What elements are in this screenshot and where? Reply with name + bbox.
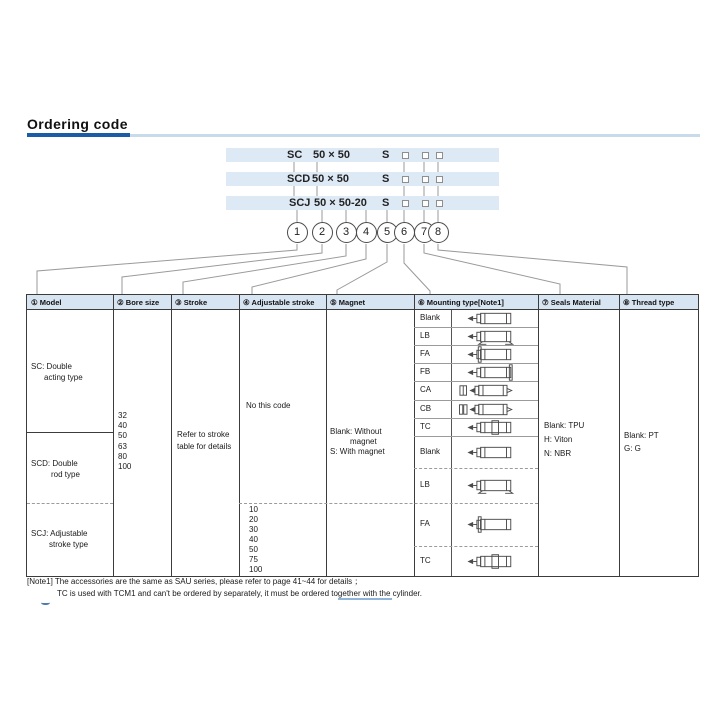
mounting-code-ca: CA <box>420 385 432 394</box>
table-grid-line <box>171 295 172 576</box>
code-model: SCJ <box>289 197 311 209</box>
magnet-option-blank: Blank: Without <box>330 427 382 436</box>
row-separator-dashed <box>414 468 538 469</box>
stroke-note-2: table for details <box>177 442 232 451</box>
model-scj-label-2: stroke type <box>49 540 89 549</box>
item-circle-7: 7 <box>414 222 435 243</box>
item-circle-1: 1 <box>287 222 308 243</box>
adjustable-stroke-value: 50 <box>249 545 258 554</box>
option-box <box>402 176 409 183</box>
bore-size-value: 63 <box>118 442 127 451</box>
model-sc-label: SC: Double <box>31 362 72 371</box>
option-box <box>402 200 409 207</box>
model-section-separator <box>27 432 113 433</box>
mounting-code-fa: FA <box>420 349 430 358</box>
seals-option-blank: Blank: TPU <box>544 421 585 430</box>
bore-size-value: 40 <box>118 421 127 430</box>
adjustable-stroke-value: 10 <box>249 505 258 514</box>
code-model: SC <box>287 149 303 161</box>
option-box <box>436 152 443 159</box>
table-grid-line <box>113 295 114 576</box>
header-bore-size: ② Bore size <box>117 298 160 307</box>
table-grid-line <box>619 295 620 576</box>
header-mounting-type: ⑥ Mounting type[Note1] <box>418 298 504 307</box>
seals-option-n: N: NBR <box>544 449 572 458</box>
mounting-subcolumn-line <box>451 310 452 576</box>
code-magnet: S <box>382 197 390 209</box>
mounting-code-lb-lower: LB <box>420 480 430 489</box>
mounting-code-fa-lower: FA <box>420 519 430 528</box>
model-scj-label: SCJ: Adjustable <box>31 529 88 538</box>
option-box <box>422 200 429 207</box>
title-underline-accent <box>27 133 130 137</box>
option-box <box>436 200 443 207</box>
thread-option-g: G: G <box>624 444 641 453</box>
code-band-scd <box>226 172 499 186</box>
item-circle-3: 3 <box>336 222 357 243</box>
code-magnet: S <box>382 149 390 161</box>
cylinder-mount-fa-icon <box>459 346 523 363</box>
cylinder-mount-lb-icon <box>459 328 523 345</box>
cylinder-mount-ca-icon <box>459 382 523 399</box>
model-scd-label: SCD: Double <box>31 459 78 468</box>
model-sc-label-2: acting type <box>44 373 83 382</box>
footnote-line-1: [Note1] The accessories are the same as SAU series, please refer to page 41~44 for details ； <box>27 577 363 586</box>
bore-size-value: 80 <box>118 452 127 461</box>
cylinder-mount-fb-icon <box>459 364 523 381</box>
mounting-code-tc-lower: TC <box>420 556 431 565</box>
bore-size-value: 100 <box>118 462 132 471</box>
cylinder-mount-basic-icon <box>459 310 523 327</box>
option-box <box>402 152 409 159</box>
adjustable-stroke-value: 100 <box>249 565 263 574</box>
mounting-code-fb: FB <box>420 367 431 376</box>
cylinder-mount-cb-icon <box>459 401 523 418</box>
magnet-option-blank-2: magnet <box>350 437 377 446</box>
ordering-table <box>26 294 699 577</box>
header-model: ① Model <box>31 298 62 307</box>
code-size: 50 × 50 <box>313 149 351 161</box>
adjustable-stroke-value: 40 <box>249 535 258 544</box>
mounting-code-cb: CB <box>420 404 432 413</box>
magnet-option-s: S: With magnet <box>330 447 385 456</box>
section-separator-dashed <box>239 503 538 504</box>
cylinder-mount-basic-icon <box>459 444 523 461</box>
item-circle-6: 6 <box>394 222 415 243</box>
section-separator-dashed <box>27 503 113 504</box>
page-title: Ordering code <box>27 116 128 132</box>
bore-size-value: 32 <box>118 411 127 420</box>
row-separator-dashed <box>414 546 538 547</box>
code-model: SCD <box>287 173 311 185</box>
code-size: 50 × 50 <box>312 173 350 185</box>
item-circle-8: 8 <box>428 222 449 243</box>
title-underline-rule <box>130 134 700 137</box>
option-box <box>422 176 429 183</box>
row-separator <box>414 436 538 437</box>
code-magnet: S <box>382 173 390 185</box>
header-stroke: ③ Stroke <box>175 298 208 307</box>
cylinder-mount-fa-icon <box>459 516 523 533</box>
option-box <box>422 152 429 159</box>
footnote-highlight-underline <box>338 598 392 600</box>
table-grid-line <box>239 295 240 576</box>
pen-mark <box>41 599 50 605</box>
item-circle-4: 4 <box>356 222 377 243</box>
header-adjustable-stroke: ④ Adjustable stroke <box>243 298 315 307</box>
model-scd-label-2: rod type <box>51 470 80 479</box>
cylinder-mount-lb-icon <box>459 477 523 494</box>
code-size: 50 × 50-20 <box>314 197 367 209</box>
bore-size-value: 50 <box>118 431 127 440</box>
item-circle-2: 2 <box>312 222 333 243</box>
cylinder-mount-tc-icon <box>459 553 523 570</box>
mounting-code-tc: TC <box>420 422 431 431</box>
seals-option-h: H: Viton <box>544 435 573 444</box>
header-thread-type: ⑧ Thread type <box>623 298 675 307</box>
footnote-line-2: TC is used with TCM1 and can't be ordered by separately, it must be ordered together with the cylinder. <box>57 589 422 598</box>
mounting-code-blank: Blank <box>420 313 441 322</box>
header-seals-material: ⑦ Seals Material <box>542 298 601 307</box>
thread-option-blank: Blank: PT <box>624 431 659 440</box>
adjustable-stroke-value: 30 <box>249 525 258 534</box>
table-grid-line <box>538 295 539 576</box>
stroke-note: Refer to stroke <box>177 430 230 439</box>
adjustable-stroke-value: 20 <box>249 515 258 524</box>
mounting-code-lb: LB <box>420 331 430 340</box>
header-magnet: ⑤ Magnet <box>330 298 366 307</box>
adjustable-stroke-note: No this code <box>246 401 291 410</box>
option-box <box>436 176 443 183</box>
code-band-sc <box>226 148 499 162</box>
cylinder-mount-tc-icon <box>459 419 523 436</box>
table-grid-line <box>326 295 327 576</box>
mounting-code-blank-lower: Blank <box>420 447 441 456</box>
adjustable-stroke-value: 75 <box>249 555 258 564</box>
item-circle-5: 5 <box>377 222 398 243</box>
